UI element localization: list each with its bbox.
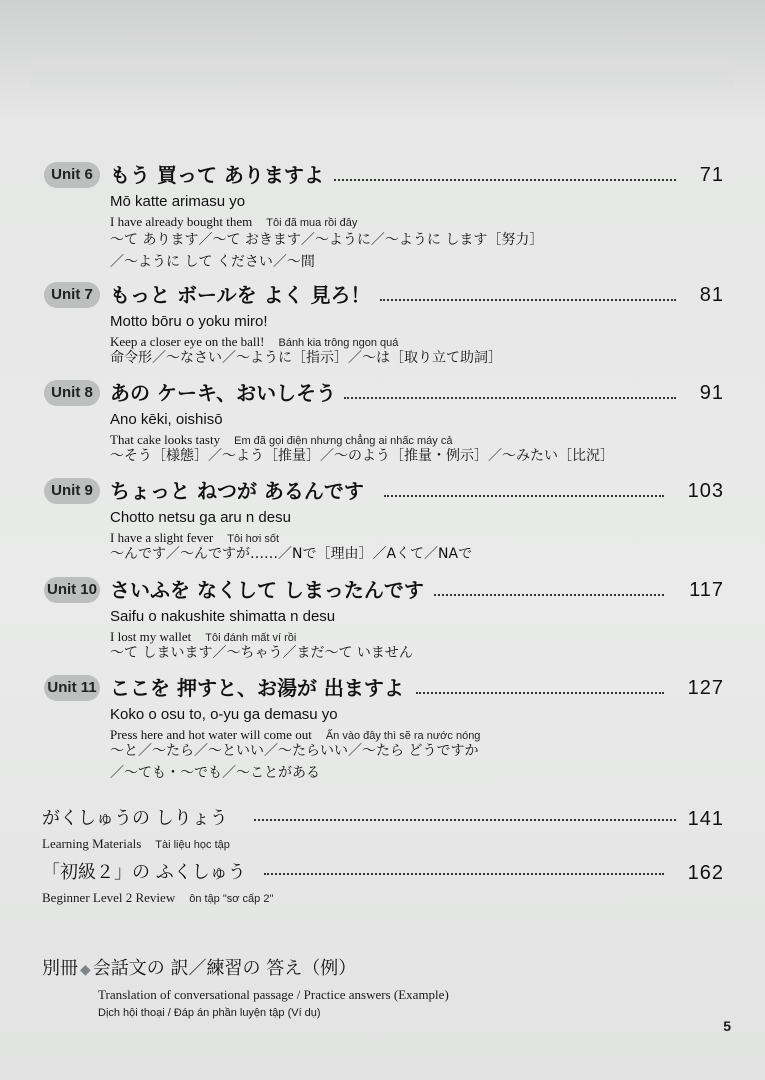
bessatsu-heading: 会話文の 訳／練習の 答え（例） <box>92 958 357 979</box>
unit-label: Unit 7 <box>44 282 100 308</box>
section-vietnamese: ôn tập "sơ cấp 2" <box>189 893 274 905</box>
unit-7-entry <box>44 282 724 366</box>
grammar-line: ～そう［様態］／～よう［推量］／～のよう［推量・例示］／～みたい［比況］ <box>110 448 614 464</box>
page-ref: 127 <box>687 677 724 699</box>
grammar-line: ～て しまいます／～ちゃう／まだ～て いません <box>110 645 413 661</box>
dot-leader <box>334 179 676 181</box>
dot-leader <box>380 299 676 301</box>
page-number: 5 <box>723 1018 731 1034</box>
section-english: Beginner Level 2 Review ôn tập "sơ cấp 2" <box>42 890 274 905</box>
bessatsu-title <box>42 955 724 984</box>
grammar-line: 命令形／～なさい／～ように［指示］／～は［取り立て助詞］ <box>110 350 502 366</box>
bessatsu-label: 別冊 <box>42 958 78 979</box>
dot-leader <box>416 692 664 694</box>
grammar-line: ～んです／～んですが……／Nで［理由］／Aくて／NAで <box>110 546 473 562</box>
unit-label: Unit 11 <box>44 675 100 701</box>
section-vietnamese: Tài liệu học tập <box>155 839 230 851</box>
dot-leader <box>344 397 676 399</box>
faded-header-band <box>30 55 735 89</box>
unit-romaji: Ano kēki, oishisō <box>110 411 223 428</box>
page-ref: 117 <box>689 579 724 601</box>
unit-romaji: Motto bōru o yoku miro! <box>110 313 268 330</box>
unit-label: Unit 9 <box>44 478 100 504</box>
unit-vietnamese: Bánh kia trông ngon quá <box>278 337 399 349</box>
dot-leader <box>384 495 664 497</box>
unit-label: Unit 6 <box>44 162 100 188</box>
dot-leader <box>264 873 664 875</box>
unit-label: Unit 10 <box>44 577 100 603</box>
unit-title: あの ケーキ、おいしそう <box>110 381 337 405</box>
unit-11-entry <box>44 675 724 781</box>
unit-title: もう 買って ありますよ <box>110 163 324 187</box>
grammar-line: ／～ても・～でも／～ことがある <box>110 765 320 781</box>
unit-english: I have a slight fever Tôi hơi sốt <box>110 530 280 545</box>
page-ref: 103 <box>687 480 724 502</box>
unit-vietnamese: Ấn vào đây thì sẽ ra nước nóng <box>325 730 481 742</box>
unit-6-entry <box>44 162 724 270</box>
unit-romaji: Koko o osu to, o-yu ga demasu yo <box>110 706 338 723</box>
unit-romaji: Chotto netsu ga aru n desu <box>110 509 291 526</box>
page-ref: 162 <box>687 862 724 884</box>
page-ref: 91 <box>699 382 724 404</box>
bessatsu-entry <box>42 955 724 1019</box>
unit-english: Keep a closer eye on the ball! Bánh kia trông ngon quá <box>110 334 399 349</box>
unit-english: Press here and hot water will come out Ấn vào đây thì sẽ ra nước nóng <box>110 727 481 742</box>
unit-english: I have already bought them Tôi đã mua rồi đây <box>110 214 358 229</box>
section-english: Learning Materials Tài liệu học tập <box>42 836 230 851</box>
section-title: 「初級２」の ふくしゅう <box>42 862 246 883</box>
dot-leader <box>434 594 664 596</box>
unit-vietnamese: Tôi đánh mất ví rồi <box>205 632 297 644</box>
unit-title: ちょっと ねつが あるんです <box>110 479 364 503</box>
unit-title: もっと ボールを よく 見ろ！ <box>110 283 371 307</box>
grammar-line: ～と／～たら／～といい／～たらいい／～たら どうですか <box>110 743 479 759</box>
unit-title: ここを 押すと、お湯が 出ますよ <box>110 676 404 700</box>
page-ref: 81 <box>699 284 724 306</box>
unit-9-entry <box>44 478 724 562</box>
unit-romaji: Mō katte arimasu yo <box>110 193 246 210</box>
bessatsu-english: Translation of conversational passage / Practice answers (Example) <box>98 987 449 1002</box>
diamond-icon: ◆ <box>80 962 91 978</box>
section-title: がくしゅうの しりょう <box>42 808 228 829</box>
page-ref: 71 <box>699 164 724 186</box>
unit-10-entry <box>44 577 724 661</box>
unit-vietnamese: Tôi đã mua rồi đây <box>266 217 358 229</box>
dot-leader <box>254 819 676 821</box>
unit-english: That cake looks tasty Em đã gọi điện nhưng chẳng ai nhấc máy cả <box>110 432 453 447</box>
bessatsu-vietnamese: Dịch hội thoại / Đáp án phần luyện tập (Ví dụ) <box>98 1007 321 1019</box>
unit-english: I lost my wallet Tôi đánh mất ví rồi <box>110 629 297 644</box>
unit-vietnamese: Tôi hơi sốt <box>227 533 280 545</box>
unit-8-entry <box>44 380 724 464</box>
grammar-line: ／～ように して ください／～間 <box>110 254 315 270</box>
unit-romaji: Saifu o nakushite shimatta n desu <box>110 608 336 625</box>
unit-title: さいふを なくして しまったんです <box>110 578 424 602</box>
page-ref: 141 <box>687 808 724 830</box>
unit-label: Unit 8 <box>44 380 100 406</box>
grammar-line: ～て あります／～て おきます／～ように／～ように します［努力］ <box>110 232 544 248</box>
unit-vietnamese: Em đã gọi điện nhưng chẳng ai nhấc máy cả <box>234 435 453 447</box>
